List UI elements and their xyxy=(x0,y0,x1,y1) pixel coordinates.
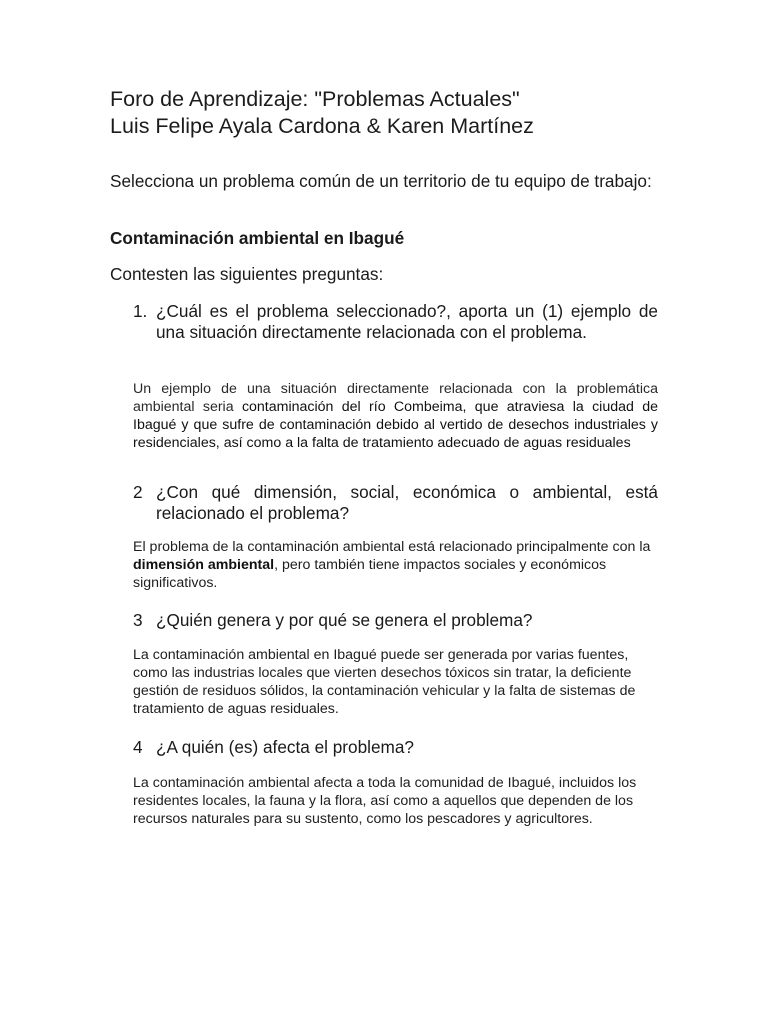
title-forum: Foro de Aprendizaje: "Problemas Actuales" xyxy=(110,87,520,111)
answer-text-end: , pero también tiene impactos sociales y económicos significativos. xyxy=(133,557,607,591)
document-title xyxy=(110,86,670,140)
question-text: ¿Cuál es el problema seleccionado?, aporta un (1) ejemplo de una situación directamente relacionada con el problema. xyxy=(156,301,658,342)
question-text: ¿A quién (es) afecta el problema? xyxy=(156,737,414,757)
selected-topic: Contaminación ambiental en Ibagué xyxy=(110,228,405,248)
answer-3: La contaminación ambiental en Ibagué puede ser generada por varias fuentes, como las industrias locales que vierten desechos tóxicos sin tratar, la deficiente gestión de residuos sólidos, la contaminación vehicular y la falta de sistemas de tratamiento de aguas residuales. xyxy=(133,647,636,717)
answer-highlight: dimensión ambiental xyxy=(133,557,275,573)
question-4 xyxy=(133,737,658,758)
answer-text: Un ejemplo de una situación directamente relacionada con la problemática ambiental seria xyxy=(133,381,658,415)
question-text: ¿Quién genera y por qué se genera el problema? xyxy=(156,610,533,630)
answer-text: El problema de la contaminación ambiental está relacionado principalmente con la xyxy=(133,539,651,555)
question-number: 3 xyxy=(133,610,143,630)
question-number: 2 xyxy=(133,482,143,502)
answer-text-emphasis: contaminación del río Combeima, que atraviesa la ciudad de Ibagué y que sufre de contaminación debido al vertido de desechos industriales y residenciales, así como a la falta de tratamiento adecuado de aguas residuales xyxy=(133,399,658,451)
answer-1 xyxy=(133,380,658,452)
question-text: ¿Con qué dimensión, social, económica o ambiental, está relacionado el problema? xyxy=(156,482,658,523)
question-number: 1. xyxy=(133,301,148,321)
question-number: 4 xyxy=(133,737,143,757)
title-authors: Luis Felipe Ayala Cardona & Karen Martínez xyxy=(110,114,534,138)
question-1 xyxy=(133,301,658,343)
question-3 xyxy=(133,610,658,631)
questions-instruction: Contesten las siguientes preguntas: xyxy=(110,264,384,284)
answer-2 xyxy=(133,538,660,592)
question-2 xyxy=(133,482,658,524)
answer-4: La contaminación ambiental afecta a toda la comunidad de Ibagué, incluidos los residentes locales, la fauna y la flora, así como a aquellos que dependen de los recursos naturales para su sustento, como los pescadores y agricultores. xyxy=(133,775,637,827)
intro-instruction: Selecciona un problema común de un territorio de tu equipo de trabajo: xyxy=(110,171,652,191)
